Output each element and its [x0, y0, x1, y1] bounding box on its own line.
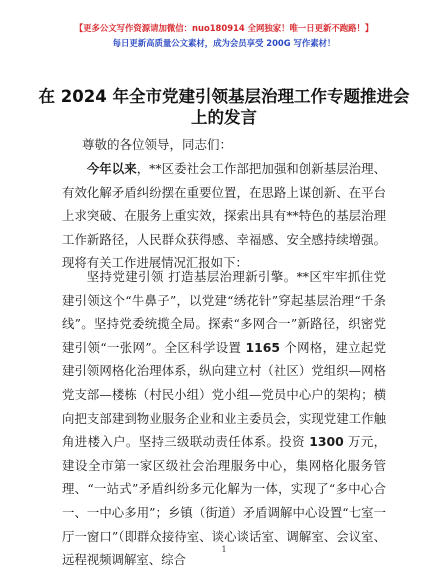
paragraph-2-text-a: 坚持党建引领 打造基层治理新引擎。**区牢牢抓住党建引领这个“牛鼻子”，以党建“绣花针”穿起基层治理“千条线”。坚持党委统揽全局。探索“多网合一”新路径，织密党建引领“一张网”。全区科学设置 — [62, 269, 386, 355]
grid-count-value: 1165 — [245, 339, 281, 355]
document-title: 在 2024 年全市党建引领基层治理工作专题推进会上的发言 — [38, 87, 410, 127]
promo-banner-line-2: 每日更新高质量公文素材，成为会员享受 200G 写作素材！ — [112, 38, 336, 48]
salutation: 尊敬的各位领导，同志们： — [82, 137, 233, 152]
paragraph-2-text-b: 个网格，建立起党建引领网格化治理体系，纵向建立村（社区）党组织—网格党支部—楼栋（村民小组）党小组—党员中心户的架构；横向把支部建到物业服务企业和业主委员会，实现党建工作触角进楼入户。坚持三级联动责任体系。投资 — [62, 339, 386, 450]
paragraph-1-text: ，**区委社会工作部把加强和创新基层治理、有效化解矛盾纠纷摆在重要位置，在思路上谋创新、在平台上求突破、在服务上重实效，探索出具有**特色的基层治理工作新路径，人民群众获得感、幸福感、安全感持续增强。现将有关工作进展情况汇报如下： — [62, 161, 387, 271]
paragraph-2 — [62, 265, 386, 572]
investment-value: 1300 — [309, 434, 344, 450]
page-number: 1 — [221, 545, 227, 554]
paragraph-1 — [62, 157, 386, 275]
paragraph-2-text-c: 万元，建设全市第一家区级社会治理服务中心，集网格化服务管理、“一站式”矛盾纠纷多元化解为一体，实现了“多中心合一、一中心多用”；乡镇（街道）矛盾调解中心设置“七室一厅一窗口”（即群众接待室、谈心谈话室、调解室、会议室、远程视频调解室、综合 — [62, 434, 387, 568]
promo-banner-line-1: 【更多公文写作资源请加微信：nuo180914 全网独家！唯一日更新不跑路！】 — [74, 23, 374, 33]
paragraph-1-lead: 今年以来 — [86, 161, 137, 176]
